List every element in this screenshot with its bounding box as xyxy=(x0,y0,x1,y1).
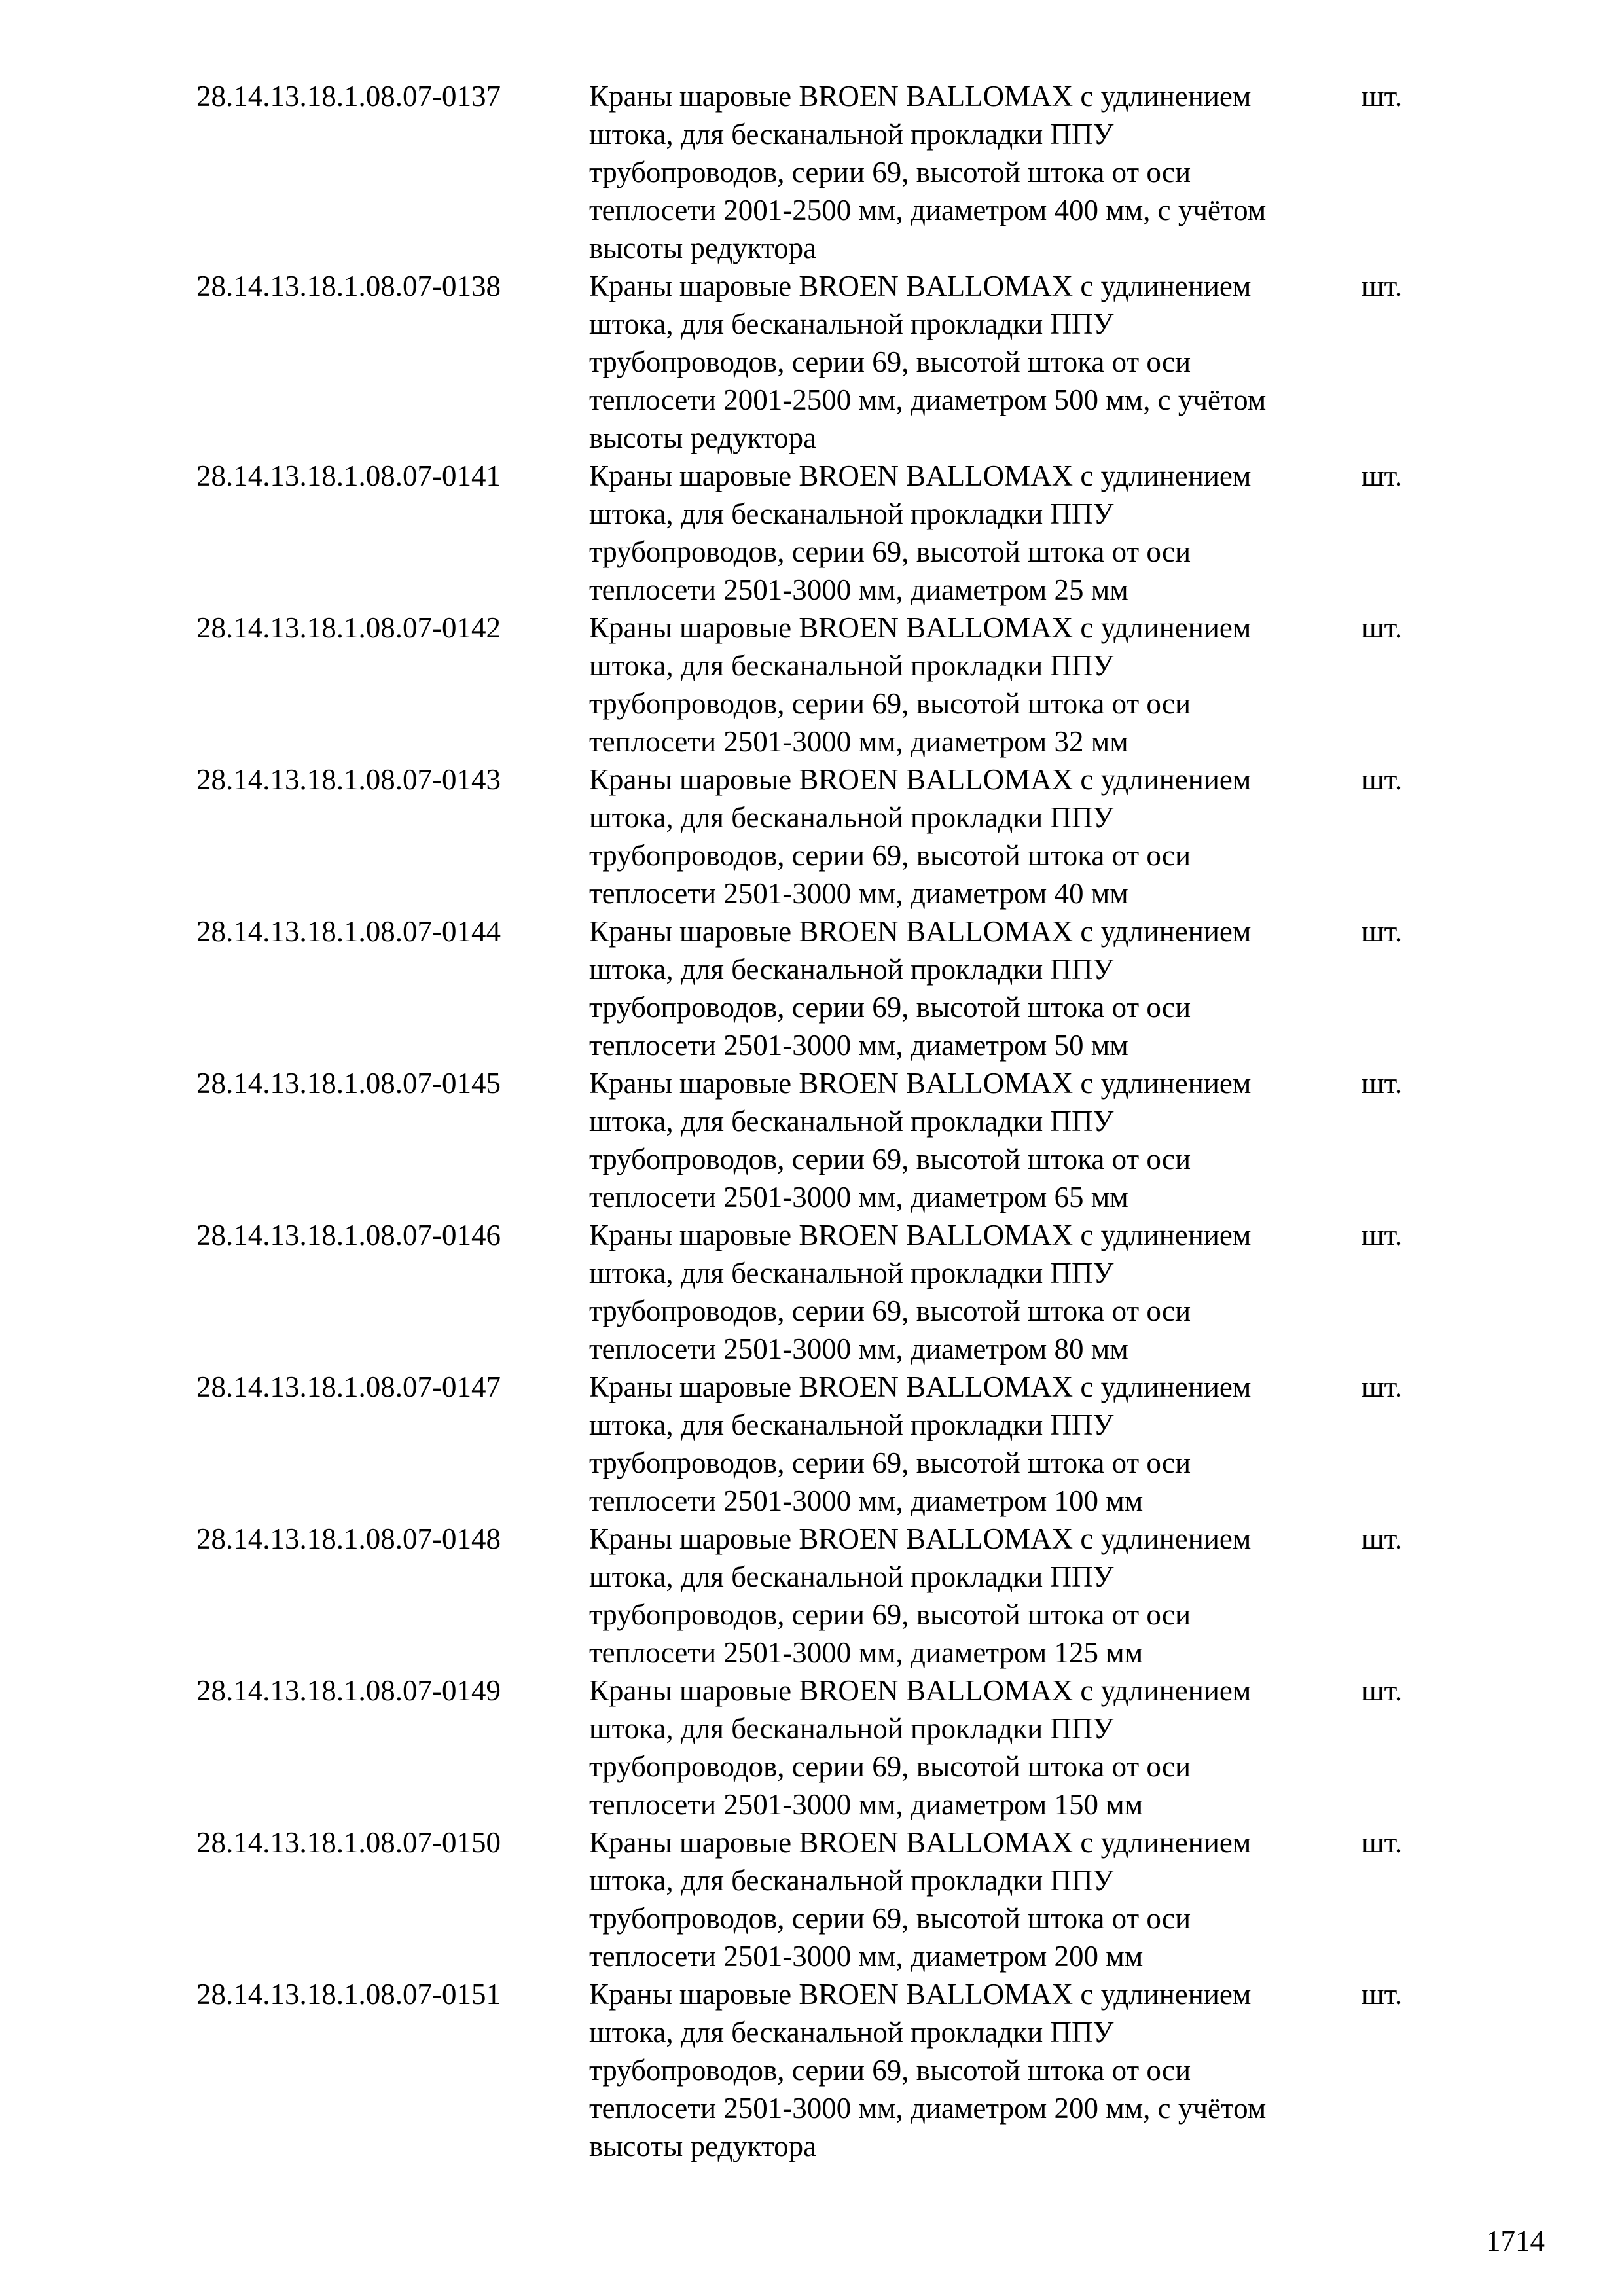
item-description-line: трубопроводов, серии 69, высотой штока от оси xyxy=(589,991,1191,1024)
item-description xyxy=(589,609,1362,761)
item-description-line: трубопроводов, серии 69, высотой штока от оси xyxy=(589,1598,1191,1631)
item-code: 28.14.13.18.1.08.07-0142 xyxy=(196,611,501,644)
item-description xyxy=(589,1368,1362,1520)
item-description-line: Краны шаровые BROEN BALLOMAX с удлинением xyxy=(589,1826,1252,1859)
item-description-line: трубопроводов, серии 69, высотой штока от оси xyxy=(589,1750,1191,1783)
item-description-line: Краны шаровые BROEN BALLOMAX с удлинением xyxy=(589,270,1252,302)
item-description-line: трубопроводов, серии 69, высотой штока от оси xyxy=(589,1143,1191,1175)
item-unit: шт. xyxy=(1362,459,1403,492)
page-number: 1714 xyxy=(1486,2225,1545,2257)
item-code: 28.14.13.18.1.08.07-0145 xyxy=(196,1067,501,1100)
table-row xyxy=(196,912,1440,1064)
item-code: 28.14.13.18.1.08.07-0149 xyxy=(196,1674,501,1707)
table-row xyxy=(196,1216,1440,1368)
item-description-line: высоты редуктора xyxy=(589,2130,817,2162)
table-row xyxy=(196,609,1440,761)
table-row xyxy=(196,761,1440,912)
item-description xyxy=(589,1672,1362,1823)
item-code: 28.14.13.18.1.08.07-0143 xyxy=(196,763,501,796)
item-description-line: штока, для бесканальной прокладки ППУ xyxy=(589,1560,1114,1593)
item-code: 28.14.13.18.1.08.07-0148 xyxy=(196,1522,501,1555)
table-row xyxy=(196,1975,1440,2165)
item-code: 28.14.13.18.1.08.07-0144 xyxy=(196,915,501,948)
table-row xyxy=(196,1672,1440,1823)
item-description-line: теплосети 2501-3000 мм, диаметром 100 мм xyxy=(589,1484,1144,1517)
item-description-line: теплосети 2501-3000 мм, диаметром 200 мм xyxy=(589,1940,1144,1973)
price-list-table xyxy=(196,77,1440,2165)
item-description-line: Краны шаровые BROEN BALLOMAX с удлинением xyxy=(589,1674,1252,1707)
item-unit: шт. xyxy=(1362,1371,1403,1403)
item-description-line: теплосети 2501-3000 мм, диаметром 200 мм, с учётом xyxy=(589,2092,1267,2125)
item-description-line: теплосети 2501-3000 мм, диаметром 65 мм xyxy=(589,1181,1128,1213)
item-description-line: штока, для бесканальной прокладки ППУ xyxy=(589,118,1114,151)
item-description xyxy=(589,267,1362,457)
item-unit: шт. xyxy=(1362,611,1403,644)
item-description-line: высоты редуктора xyxy=(589,422,817,454)
table-row xyxy=(196,1520,1440,1672)
item-code: 28.14.13.18.1.08.07-0141 xyxy=(196,459,501,492)
item-description xyxy=(589,1064,1362,1216)
item-code: 28.14.13.18.1.08.07-0151 xyxy=(196,1978,501,2011)
item-description-line: трубопроводов, серии 69, высотой штока от оси xyxy=(589,839,1191,872)
item-description-line: теплосети 2001-2500 мм, диаметром 400 мм, с учётом xyxy=(589,194,1267,226)
item-unit: шт. xyxy=(1362,270,1403,302)
item-description-line: теплосети 2001-2500 мм, диаметром 500 мм, с учётом xyxy=(589,384,1267,416)
item-description-line: штока, для бесканальной прокладки ППУ xyxy=(589,1712,1114,1745)
item-unit: шт. xyxy=(1362,1067,1403,1100)
item-code: 28.14.13.18.1.08.07-0146 xyxy=(196,1219,501,1251)
item-description-line: штока, для бесканальной прокладки ППУ xyxy=(589,1408,1114,1441)
item-unit: шт. xyxy=(1362,1522,1403,1555)
item-description-line: штока, для бесканальной прокладки ППУ xyxy=(589,308,1114,340)
item-description-line: Краны шаровые BROEN BALLOMAX с удлинением xyxy=(589,80,1252,113)
item-code: 28.14.13.18.1.08.07-0137 xyxy=(196,80,501,113)
item-unit: шт. xyxy=(1362,1978,1403,2011)
item-unit: шт. xyxy=(1362,80,1403,113)
item-description-line: Краны шаровые BROEN BALLOMAX с удлинением xyxy=(589,1522,1252,1555)
item-description-line: теплосети 2501-3000 мм, диаметром 32 мм xyxy=(589,725,1128,758)
item-description-line: трубопроводов, серии 69, высотой штока от оси xyxy=(589,1902,1191,1935)
item-description-line: штока, для бесканальной прокладки ППУ xyxy=(589,497,1114,530)
table-row xyxy=(196,1368,1440,1520)
item-unit: шт. xyxy=(1362,1674,1403,1707)
item-description xyxy=(589,1975,1362,2165)
table-row xyxy=(196,1823,1440,1975)
item-description-line: Краны шаровые BROEN BALLOMAX с удлинением xyxy=(589,611,1252,644)
table-row xyxy=(196,1064,1440,1216)
table-row xyxy=(196,457,1440,609)
item-description-line: теплосети 2501-3000 мм, диаметром 25 мм xyxy=(589,573,1128,606)
item-description-line: трубопроводов, серии 69, высотой штока от оси xyxy=(589,535,1191,568)
item-description xyxy=(589,761,1362,912)
item-unit: шт. xyxy=(1362,915,1403,948)
item-description xyxy=(589,457,1362,609)
item-unit: шт. xyxy=(1362,763,1403,796)
item-description-line: Краны шаровые BROEN BALLOMAX с удлинением xyxy=(589,1067,1252,1100)
item-description-line: трубопроводов, серии 69, высотой штока от оси xyxy=(589,156,1191,188)
item-description-line: Краны шаровые BROEN BALLOMAX с удлинением xyxy=(589,1371,1252,1403)
item-description xyxy=(589,1520,1362,1672)
item-description xyxy=(589,1823,1362,1975)
item-unit: шт. xyxy=(1362,1826,1403,1859)
item-description-line: теплосети 2501-3000 мм, диаметром 40 мм xyxy=(589,877,1128,910)
item-description-line: трубопроводов, серии 69, высотой штока от оси xyxy=(589,1295,1191,1327)
item-description-line: теплосети 2501-3000 мм, диаметром 125 мм xyxy=(589,1636,1144,1669)
item-code: 28.14.13.18.1.08.07-0147 xyxy=(196,1371,501,1403)
item-description-line: Краны шаровые BROEN BALLOMAX с удлинением xyxy=(589,915,1252,948)
item-description-line: штока, для бесканальной прокладки ППУ xyxy=(589,2016,1114,2049)
item-description-line: штока, для бесканальной прокладки ППУ xyxy=(589,953,1114,986)
item-description-line: трубопроводов, серии 69, высотой штока от оси xyxy=(589,1446,1191,1479)
item-description-line: штока, для бесканальной прокладки ППУ xyxy=(589,801,1114,834)
item-description-line: штока, для бесканальной прокладки ППУ xyxy=(589,1864,1114,1897)
item-description-line: штока, для бесканальной прокладки ППУ xyxy=(589,1257,1114,1289)
item-description xyxy=(589,1216,1362,1368)
item-description-line: высоты редуктора xyxy=(589,232,817,264)
item-description-line: трубопроводов, серии 69, высотой штока от оси xyxy=(589,687,1191,720)
item-description-line: трубопроводов, серии 69, высотой штока от оси xyxy=(589,346,1191,378)
item-description-line: теплосети 2501-3000 мм, диаметром 80 мм xyxy=(589,1333,1128,1365)
item-unit: шт. xyxy=(1362,1219,1403,1251)
item-description xyxy=(589,912,1362,1064)
item-description-line: Краны шаровые BROEN BALLOMAX с удлинением xyxy=(589,763,1252,796)
item-description-line: теплосети 2501-3000 мм, диаметром 50 мм xyxy=(589,1029,1128,1062)
item-description-line: штока, для бесканальной прокладки ППУ xyxy=(589,649,1114,682)
item-code: 28.14.13.18.1.08.07-0138 xyxy=(196,270,501,302)
item-description-line: Краны шаровые BROEN BALLOMAX с удлинением xyxy=(589,1219,1252,1251)
item-code: 28.14.13.18.1.08.07-0150 xyxy=(196,1826,501,1859)
table-row xyxy=(196,267,1440,457)
item-description-line: теплосети 2501-3000 мм, диаметром 150 мм xyxy=(589,1788,1144,1821)
item-description xyxy=(589,77,1362,267)
item-description-line: Краны шаровые BROEN BALLOMAX с удлинением xyxy=(589,459,1252,492)
item-description-line: трубопроводов, серии 69, высотой штока от оси xyxy=(589,2054,1191,2087)
item-description-line: Краны шаровые BROEN BALLOMAX с удлинением xyxy=(589,1978,1252,2011)
item-description-line: штока, для бесканальной прокладки ППУ xyxy=(589,1105,1114,1138)
table-row xyxy=(196,77,1440,267)
